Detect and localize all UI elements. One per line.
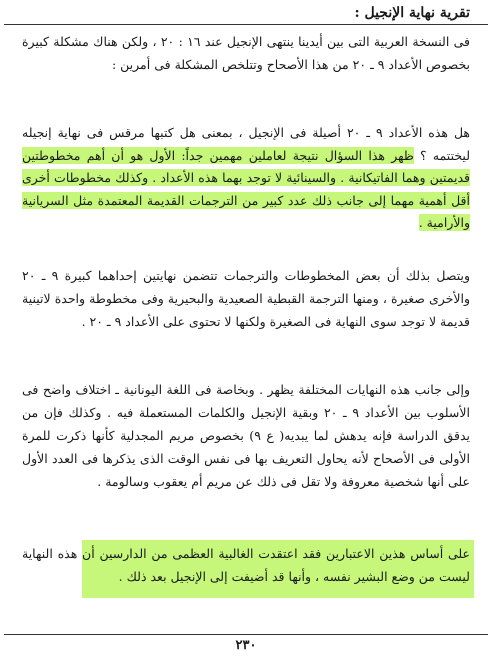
page-number: ٢٣٠ [235, 638, 257, 653]
section-heading: تقرية نهاية الإنجيل : [354, 5, 470, 21]
paragraph-2-text: هل هذه الأعداد ٩ ـ ٢٠ أصيلة فى الإنجيل ، بمعنى هل كتبها مرقس فى نهاية إنجيله ليختتمه ؟ [22, 125, 470, 163]
paragraph-5: على أساس هذين الاعتبارين فقد اعتقدت الغالبية العظمى من الدارسين أن هذه النهاية ليست من وضع البشير نفسه ، وأنها قد أضيفت إلى الإنجيل بعد ذلك . [22, 546, 470, 584]
footer-divider [4, 634, 488, 635]
paragraph-3: ويتصل بذلك أن بعض المخطوطات والترجمات تتضمن نهايتين إحداهما كبيرة ٩ ـ ٢٠ والأخرى صغيرة ، ومنها الترجمة القبطية الصعيدية والبحيرية وفى مخطوطة واحدة لاتينية قديمة لا توجد سوى النهاية فى الصغيرة ولكنها لا تحتوى على الأعداد ٩ ـ ٢٠ . [22, 268, 471, 329]
paragraph-2-highlight: ظهر هذا السؤال نتيجة لعاملين مهمين جداً: الأول هو أن أهم مخطوطتين قديمتين وهما الفاتيكانية . والسينائية لا توجد بهما هذه الأعداد . وكذلك مخطوطات أخرى أقل أهمية مهما إلى جانب ذلك عدد كبير من الترجمات القديمة المعتمدة مثل السريانية والأرامية . [22, 147, 470, 230]
paragraph-2 [22, 122, 470, 235]
paragraph-1: فى النسخة العربية التى بين أيدينا ينتهى الإنجيل عند ١٦ : ٢٠ ، ولكن هناك مشكلة كبيرة بخصوص الأعداد ٩ ـ ٢٠ من هذا الأصحاح وتتلخص المشكلة فى أمرين : [22, 34, 470, 72]
paragraph-4: وإلى جانب هذه النهايات المختلفة يظهر . وبخاصة فى اللغة اليونانية ـ اختلاف واضح فى الأسلوب بين الأعداد ٩ ـ ٢٠ وبقية الإنجيل والكلمات المستعملة فيه . وكذلك فإن من يدقق الدراسة فإنه يدهش لما يبديه( ع ٩) بخصوص مريم المجدلية كأنها ذكرت للمرة الأولى فى الأصحاح لأنه يحاول التعريف بها فى نفس الوقت الذى يذكرها فى العدد الأول على أنها شخصية معروفة ولا تقل فى ذلك عن مريم أم يعقوب وسالومة . [22, 382, 470, 489]
heading-divider [4, 24, 488, 25]
